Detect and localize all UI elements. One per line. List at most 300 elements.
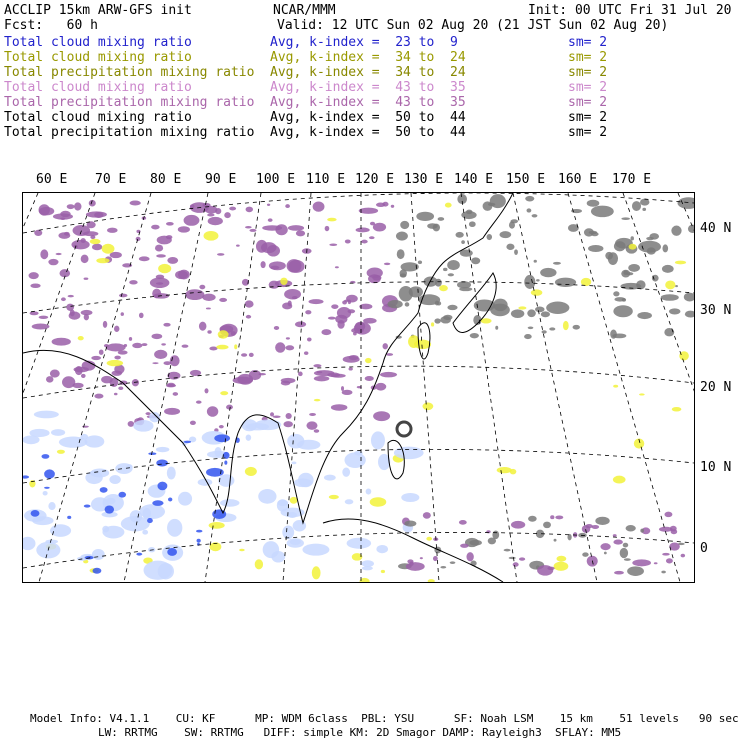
cloud-mark-yellow xyxy=(78,336,84,340)
cloud-mark-purple xyxy=(132,343,142,348)
cloud-mark-lightblue xyxy=(167,467,176,480)
cloud-mark-lightblue xyxy=(85,435,105,447)
cloud-mark-purple xyxy=(151,225,159,230)
cloud-mark-purple xyxy=(61,297,66,301)
cloud-mark-purple xyxy=(246,315,251,319)
cloud-mark-purple xyxy=(313,201,325,211)
cloud-mark-yellow xyxy=(290,497,298,504)
cloud-mark-purple xyxy=(292,296,298,299)
cloud-mark-lightblue xyxy=(362,560,374,567)
legend-field-label: Total precipitation mixing ratio xyxy=(4,65,255,80)
cloud-mark-lightblue xyxy=(342,467,350,476)
longitude-line xyxy=(23,193,95,582)
cloud-mark-purple xyxy=(48,259,58,265)
cloud-mark-purple xyxy=(129,280,137,284)
cloud-mark-gray xyxy=(647,247,656,254)
cloud-mark-purple xyxy=(39,207,54,216)
cloud-mark-gray xyxy=(506,244,514,250)
cloud-mark-purple xyxy=(46,376,54,382)
cloud-mark-purple xyxy=(226,405,233,410)
cloud-mark-gray xyxy=(613,291,619,296)
cloud-mark-purple xyxy=(184,215,200,226)
longitude-label: 70 E xyxy=(95,172,127,187)
cloud-mark-gray xyxy=(642,208,646,211)
cloud-mark-purple xyxy=(307,337,312,341)
cloud-mark-purple xyxy=(107,228,118,233)
cloud-mark-purple xyxy=(368,274,381,283)
cloud-mark-yellow xyxy=(234,344,237,349)
cloud-mark-gray xyxy=(400,273,407,277)
cloud-mark-purple xyxy=(343,356,360,363)
cloud-mark-blue xyxy=(41,454,49,459)
cloud-mark-lightblue xyxy=(371,431,385,449)
cloud-mark-lightblue xyxy=(156,447,169,452)
cloud-mark-purple xyxy=(182,345,189,348)
cloud-mark-gray xyxy=(527,309,536,317)
cloud-mark-purple xyxy=(341,386,344,391)
cloud-mark-south xyxy=(406,562,425,571)
cloud-mark-lightblue xyxy=(366,488,372,494)
cloud-mark-purple xyxy=(342,300,347,304)
cloud-mark-purple xyxy=(101,376,113,384)
legend-level-range: Avg, k-index = 34 to 24 xyxy=(270,65,466,80)
legend-smoothing: sm= 2 xyxy=(568,50,608,65)
cloud-mark-lightblue xyxy=(115,463,132,474)
cloud-mark-gray xyxy=(536,279,540,281)
cloud-mark-gray xyxy=(525,196,534,202)
cloud-mark-purple xyxy=(32,324,50,330)
cloud-mark-lightblue xyxy=(293,520,306,531)
cloud-mark-purple xyxy=(164,361,172,365)
latitude-label: 20 N xyxy=(700,380,732,395)
cloud-mark-lightblue xyxy=(121,516,150,531)
cloud-mark-gray xyxy=(534,260,537,263)
cloud-mark-gray xyxy=(555,278,576,287)
cloud-mark-lightblue xyxy=(287,538,304,548)
cloud-mark-purple xyxy=(156,254,166,257)
cloud-mark-purple xyxy=(91,356,101,360)
cloud-mark-yellow xyxy=(216,345,228,350)
cloud-mark-blue xyxy=(100,487,108,493)
cloud-mark-purple xyxy=(114,393,118,396)
cloud-mark-purple xyxy=(166,384,176,387)
cloud-mark-purple xyxy=(273,416,281,418)
cloud-mark-lightblue xyxy=(218,474,234,487)
cloud-mark-gray xyxy=(661,294,679,301)
cloud-mark-yellow xyxy=(431,322,434,326)
cloud-mark-lightblue xyxy=(282,526,294,540)
cloud-mark-purple xyxy=(281,381,291,386)
cloud-mark-purple xyxy=(313,364,321,367)
cloud-mark-purple xyxy=(81,255,89,263)
cloud-mark-purple xyxy=(355,322,366,331)
typhoon-eye-mark xyxy=(397,422,411,436)
cloud-mark-purple xyxy=(196,400,202,403)
cloud-mark-gray xyxy=(588,245,603,252)
cloud-mark-yellow xyxy=(102,244,115,254)
cloud-mark-gray xyxy=(418,261,422,265)
cloud-mark-purple xyxy=(356,228,370,233)
cloud-mark-lightblue xyxy=(167,519,182,537)
cloud-mark-lightblue xyxy=(298,473,314,487)
cloud-mark-lightblue xyxy=(50,524,71,537)
cloud-mark-lightblue xyxy=(324,475,336,481)
cloud-mark-south xyxy=(582,552,588,556)
cloud-mark-lightblue xyxy=(43,491,48,496)
cloud-mark-blue xyxy=(184,441,191,444)
cloud-mark-purple xyxy=(139,256,150,261)
cloud-mark-south xyxy=(620,548,628,558)
cloud-mark-lightblue xyxy=(344,452,365,468)
cloud-mark-yellow xyxy=(428,579,435,582)
cloud-mark-south xyxy=(511,521,525,529)
cloud-mark-yellow xyxy=(90,239,101,244)
cloud-mark-blue xyxy=(168,498,172,502)
cloud-mark-lightblue xyxy=(109,475,120,484)
cloud-mark-purple xyxy=(132,379,139,386)
cloud-mark-gray xyxy=(573,325,580,330)
cloud-mark-purple xyxy=(199,322,206,331)
cloud-mark-purple xyxy=(82,426,89,428)
cloud-mark-lightblue xyxy=(29,429,49,437)
cloud-mark-purple xyxy=(288,225,304,231)
cloud-mark-south xyxy=(614,571,624,575)
cloud-mark-purple xyxy=(267,204,270,206)
cloud-mark-gray xyxy=(400,221,409,229)
cloud-mark-purple xyxy=(50,370,60,378)
cloud-mark-purple xyxy=(190,204,194,208)
cloud-mark-yellow xyxy=(107,360,123,366)
cloud-mark-purple xyxy=(166,222,174,226)
longitude-label: 150 E xyxy=(506,172,546,187)
cloud-mark-purple xyxy=(129,337,132,341)
cloud-mark-purple xyxy=(81,374,86,378)
cloud-mark-lightblue xyxy=(277,500,288,506)
cloud-mark-south xyxy=(626,525,636,531)
cloud-mark-yellow xyxy=(629,244,637,250)
cloud-mark-south xyxy=(640,529,644,533)
cloud-mark-gray xyxy=(685,311,694,318)
legend-field-label: Total cloud mixing ratio xyxy=(4,50,192,65)
cloud-mark-purple xyxy=(29,272,39,279)
cloud-mark-purple xyxy=(384,263,390,266)
cloud-mark-gray xyxy=(591,206,614,218)
latitude-line xyxy=(23,282,694,313)
cloud-mark-gray xyxy=(541,311,550,317)
cloud-mark-purple xyxy=(337,307,351,319)
cloud-mark-purple xyxy=(119,294,127,298)
cloud-mark-purple xyxy=(229,207,236,211)
cloud-mark-purple xyxy=(285,204,290,208)
cloud-mark-purple xyxy=(304,351,308,355)
cloud-mark-gray xyxy=(438,217,445,221)
legend-level-range: Avg, k-index = 43 to 35 xyxy=(270,80,466,95)
cloud-mark-yellow xyxy=(439,285,448,291)
cloud-mark-gray xyxy=(652,275,659,282)
model-info-line1: Model Info: V4.1.1 CU: KF MP: WDM 6class PBL: YSU SF: Noah LSM 15 km 51 levels 90 sec xyxy=(30,712,739,725)
cloud-mark-yellow xyxy=(327,218,336,222)
cloud-mark-purple xyxy=(178,270,190,280)
cloud-mark-purple xyxy=(321,329,331,335)
cloud-mark-lightblue xyxy=(92,549,105,560)
cloud-mark-gray xyxy=(487,234,493,240)
cloud-mark-blue xyxy=(93,568,102,574)
cloud-mark-gray xyxy=(532,214,538,217)
cloud-mark-purple xyxy=(178,226,190,232)
cloud-mark-yellow xyxy=(426,537,432,541)
cloud-mark-blue xyxy=(214,434,230,442)
cloud-mark-south xyxy=(624,558,631,561)
cloud-mark-purple xyxy=(53,213,73,219)
cloud-mark-purple xyxy=(56,253,62,255)
cloud-mark-gray xyxy=(632,201,641,211)
cloud-mark-south xyxy=(661,571,665,574)
cloud-mark-purple xyxy=(170,355,180,366)
cloud-mark-gray xyxy=(416,212,434,221)
cloud-mark-purple xyxy=(208,217,223,225)
cloud-mark-purple xyxy=(309,299,324,304)
cloud-mark-lightblue xyxy=(246,435,252,441)
latitude-label: 0 xyxy=(700,541,708,556)
cloud-mark-lightblue xyxy=(142,530,148,535)
cloud-mark-gray xyxy=(471,257,480,264)
cloud-mark-purple xyxy=(155,245,163,252)
cloud-mark-south xyxy=(423,512,431,519)
cloud-mark-purple xyxy=(190,421,196,425)
cloud-mark-south xyxy=(547,567,554,571)
cloud-mark-gray xyxy=(621,270,630,278)
cloud-mark-south xyxy=(613,540,622,545)
cloud-mark-lightblue xyxy=(345,499,354,504)
cloud-mark-lightblue xyxy=(23,537,36,550)
cloud-mark-purple xyxy=(383,343,388,349)
cloud-mark-purple xyxy=(275,342,285,352)
cloud-mark-lightblue xyxy=(394,447,424,460)
legend-level-range: Avg, k-index = 43 to 35 xyxy=(270,95,466,110)
longitude-label: 90 E xyxy=(205,172,237,187)
longitude-label: 120 E xyxy=(355,172,395,187)
cloud-mark-purple xyxy=(268,218,273,221)
cloud-mark-purple xyxy=(130,200,141,205)
cloud-mark-purple xyxy=(74,202,81,210)
cloud-mark-south xyxy=(488,538,496,545)
cloud-mark-lightblue xyxy=(297,440,320,450)
cloud-mark-gray xyxy=(671,226,681,236)
cloud-mark-blue xyxy=(31,510,40,517)
cloud-mark-yellow xyxy=(531,289,542,295)
cloud-mark-purple xyxy=(114,356,120,360)
cloud-mark-gray xyxy=(688,225,694,233)
cloud-mark-gray xyxy=(427,223,438,229)
cloud-mark-purple xyxy=(285,345,294,350)
cloud-mark-gray xyxy=(613,305,632,317)
cloud-mark-yellow xyxy=(613,476,626,484)
cloud-mark-south xyxy=(554,539,557,542)
cloud-mark-gray xyxy=(447,260,460,270)
map-canvas xyxy=(23,193,694,582)
cloud-mark-purple xyxy=(136,237,141,241)
cloud-mark-south xyxy=(555,515,563,519)
cloud-mark-purple xyxy=(30,284,40,288)
cloud-mark-blue xyxy=(156,459,168,466)
cloud-mark-purple xyxy=(386,353,393,356)
cloud-mark-purple xyxy=(284,421,293,427)
cloud-mark-lightblue xyxy=(292,462,297,465)
longitude-label: 140 E xyxy=(454,172,494,187)
longitude-label: 170 E xyxy=(612,172,652,187)
cloud-mark-purple xyxy=(287,259,302,273)
cloud-mark-purple xyxy=(207,213,214,216)
cloud-mark-south xyxy=(591,525,599,529)
cloud-mark-gray xyxy=(405,302,410,306)
cloud-mark-purple xyxy=(286,337,290,339)
cloud-mark-purple xyxy=(81,238,86,243)
cloud-mark-yellow xyxy=(639,393,645,395)
cloud-mark-purple xyxy=(190,370,201,376)
cloud-mark-lightblue xyxy=(178,492,192,506)
latitude-label: 30 N xyxy=(700,303,732,318)
cloud-mark-purple xyxy=(296,230,305,236)
cloud-mark-yellow xyxy=(57,450,65,454)
cloud-mark-purple xyxy=(314,376,329,381)
cloud-mark-lightblue xyxy=(133,420,153,432)
cloud-mark-yellow xyxy=(613,385,618,388)
cloud-mark-purple xyxy=(67,204,75,209)
latitude-label: 40 N xyxy=(700,221,732,236)
cloud-mark-purple xyxy=(39,316,49,319)
cloud-mark-purple xyxy=(157,236,172,245)
cloud-mark-blue xyxy=(157,482,167,491)
longitude-line xyxy=(513,193,597,582)
cloud-mark-yellow xyxy=(312,566,321,579)
cloud-mark-gray xyxy=(553,262,561,265)
cloud-mark-yellow xyxy=(422,402,433,410)
cloud-mark-purple xyxy=(325,226,330,231)
cloud-mark-purple xyxy=(94,394,103,399)
cloud-mark-gray xyxy=(434,318,440,323)
cloud-mark-purple xyxy=(83,231,98,236)
cloud-mark-purple xyxy=(40,249,48,259)
cloud-mark-blue xyxy=(23,475,29,478)
cloud-mark-south xyxy=(654,562,658,564)
cloud-mark-yellow xyxy=(158,264,171,273)
longitude-label: 60 E xyxy=(36,172,68,187)
cloud-mark-purple xyxy=(139,313,144,319)
cloud-mark-gray xyxy=(524,334,532,339)
cloud-mark-purple xyxy=(306,421,317,429)
longitude-line xyxy=(461,193,517,582)
cloud-mark-gray xyxy=(605,252,613,260)
cloud-mark-yellow xyxy=(675,261,686,265)
cloud-mark-south xyxy=(519,557,525,560)
org-label: NCAR/MMM xyxy=(273,3,336,18)
cloud-mark-yellow xyxy=(665,280,675,289)
cloud-mark-purple xyxy=(314,429,320,432)
cloud-mark-purple xyxy=(151,334,162,339)
cloud-mark-purple xyxy=(337,320,344,329)
cloud-mark-yellow xyxy=(414,340,431,350)
cloud-mark-purple xyxy=(345,239,351,243)
cloud-mark-blue xyxy=(167,548,177,556)
legend-level-range: Avg, k-index = 50 to 44 xyxy=(270,110,466,125)
cloud-mark-purple xyxy=(103,321,107,328)
cloud-mark-south xyxy=(466,552,473,561)
cloud-mark-purple xyxy=(391,205,394,208)
legend-smoothing: sm= 2 xyxy=(568,110,608,125)
legend-smoothing: sm= 2 xyxy=(568,95,608,110)
cloud-mark-gray xyxy=(527,208,532,212)
cloud-mark-purple xyxy=(62,376,75,388)
cloud-mark-purple xyxy=(71,240,89,249)
cloud-mark-lightblue xyxy=(255,419,281,430)
cloud-mark-south xyxy=(440,566,446,569)
cloud-mark-south xyxy=(420,557,423,559)
cloud-mark-gray xyxy=(443,268,447,271)
cloud-mark-south xyxy=(459,520,467,525)
cloud-mark-lightblue xyxy=(376,545,388,553)
cloud-mark-gray xyxy=(669,308,680,314)
cloud-mark-gray xyxy=(469,221,476,227)
cloud-mark-gray xyxy=(612,333,626,338)
cloud-mark-south xyxy=(632,559,651,566)
cloud-mark-purple xyxy=(124,344,127,347)
cloud-mark-purple xyxy=(246,207,253,213)
cloud-mark-lightblue xyxy=(34,411,59,419)
cloud-mark-purple xyxy=(286,413,292,419)
cloud-mark-gray xyxy=(684,293,694,302)
cloud-mark-gray xyxy=(678,197,694,209)
cloud-mark-south xyxy=(662,553,670,556)
cloud-mark-blue xyxy=(147,518,153,523)
cloud-mark-purple xyxy=(269,261,286,270)
cloud-mark-south xyxy=(528,516,537,522)
legend-smoothing: sm= 2 xyxy=(568,125,608,140)
cloud-mark-yellow xyxy=(518,306,526,309)
cloud-mark-purple xyxy=(373,223,386,232)
cloud-mark-purple xyxy=(204,388,208,393)
legend-field-label: Total precipitation mixing ratio xyxy=(4,125,255,140)
cloud-mark-gray xyxy=(435,301,439,306)
cloud-mark-purple xyxy=(94,212,103,218)
cloud-mark-purple xyxy=(295,321,306,327)
valid-time: Valid: 12 UTC Sun 02 Aug 20 (21 JST Sun 02 Aug 20) xyxy=(277,18,669,33)
cloud-mark-blue xyxy=(105,505,114,513)
cloud-mark-purple xyxy=(173,392,178,396)
cloud-mark-south xyxy=(670,526,677,532)
cloud-mark-south xyxy=(504,549,511,552)
cloud-mark-lightblue xyxy=(288,512,298,518)
cloud-mark-purple xyxy=(142,343,148,346)
cloud-mark-purple xyxy=(365,376,374,381)
cloud-mark-blue xyxy=(67,516,71,519)
cloud-mark-gray xyxy=(397,249,405,259)
longitude-line xyxy=(124,193,208,582)
cloud-mark-gray xyxy=(396,232,408,241)
cloud-mark-south xyxy=(627,566,644,576)
cloud-mark-gray xyxy=(675,285,678,287)
cloud-mark-south xyxy=(666,558,673,563)
cloud-mark-blue xyxy=(148,452,156,455)
cloud-mark-purple xyxy=(30,311,39,315)
cloud-mark-gray xyxy=(542,330,547,333)
cloud-mark-purple xyxy=(245,226,252,229)
cloud-mark-purple xyxy=(52,338,71,346)
cloud-mark-yellow xyxy=(445,203,452,208)
cloud-mark-blue xyxy=(136,553,142,556)
cloud-mark-purple xyxy=(305,310,311,314)
cloud-mark-lightblue xyxy=(102,526,124,539)
longitude-label: 100 E xyxy=(256,172,296,187)
